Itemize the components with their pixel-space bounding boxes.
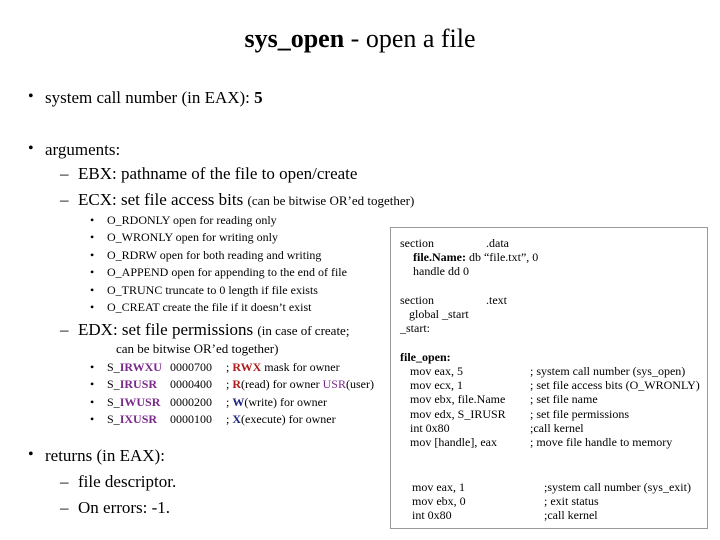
flag-bullets <box>90 212 94 316</box>
permission-comment: ; W(write) for owner <box>226 394 327 409</box>
code-line: mov ebx, 0 <box>412 494 466 509</box>
bullet-icon: • <box>90 282 95 297</box>
code-line: int 0x80 <box>410 420 450 435</box>
ebx-argument: EBX: pathname of the file to open/create <box>78 164 358 183</box>
edx-argument <box>78 320 349 340</box>
edx-argument-note: (in case of create; <box>257 323 350 338</box>
section-name: .data <box>486 236 509 250</box>
filename-definition: db “file.txt”, 0 <box>465 250 539 264</box>
return-value: file descriptor. <box>78 472 177 491</box>
ecx-argument-main: ECX: set file access bits <box>78 190 248 209</box>
permission-value: 0000100 <box>170 412 212 427</box>
bullet-icon: • <box>28 140 34 157</box>
bullet-icon: • <box>90 213 95 227</box>
perm-bullets <box>90 359 94 429</box>
filename-line <box>413 250 538 264</box>
code-comment: ;call kernel <box>530 420 584 435</box>
code-comment: ; exit status <box>544 494 599 509</box>
bullet-icon: • <box>90 360 95 374</box>
flag-item: O_CREAT create the file if it doesn’t exist <box>107 300 312 315</box>
bullet-icon: • <box>28 88 34 105</box>
file-open-label: file_open: <box>400 350 451 364</box>
handle-line: handle dd 0 <box>413 264 469 278</box>
section-keyword: section <box>400 293 434 307</box>
bullet-icon: • <box>90 300 95 315</box>
flag-item: O_WRONLY open for writing only <box>107 230 278 245</box>
flag-item: O_TRUNC truncate to 0 length if file exists <box>107 282 318 297</box>
code-comment: ; set file name <box>530 392 598 407</box>
permission-comments <box>226 359 374 429</box>
code-line: mov ecx, 1 <box>410 378 463 393</box>
edx-argument-main: EDX: set file permissions <box>78 320 258 339</box>
ecx-argument <box>78 190 414 210</box>
edx-argument-note-continued: can be bitwise OR’ed together) <box>116 341 279 356</box>
permission-comment: ; R(read) for owner USR(user) <box>226 377 374 392</box>
code-comment: ;system call number (sys_exit) <box>544 480 691 494</box>
permission-value: 0000700 <box>170 360 212 374</box>
arguments-label: arguments: <box>45 140 121 159</box>
data-section-line <box>400 236 509 250</box>
dash-icon: – <box>60 472 69 491</box>
section-name: .text <box>486 293 507 307</box>
access-flags-list <box>107 212 347 316</box>
code-comments <box>530 364 700 449</box>
code-line: mov ebx, file.Name <box>410 392 506 407</box>
exit-comments <box>544 480 691 523</box>
syscall-number-value: 5 <box>254 88 263 107</box>
text-section-line <box>400 293 507 307</box>
code-line: mov eax, 5 <box>410 364 463 378</box>
bullet-icon: • <box>90 394 95 409</box>
global-line: global _start <box>409 307 469 321</box>
code-comment: ; system call number (sys_open) <box>530 364 686 378</box>
permission-values <box>170 359 212 429</box>
permission-names <box>107 359 162 429</box>
filename-label: file.Name: <box>413 250 466 264</box>
bullet-icon: • <box>90 230 95 245</box>
ecx-argument-note: (can be bitwise OR’ed together) <box>247 193 415 208</box>
code-comment: ;call kernel <box>544 508 598 523</box>
permission-name: S_IRUSR <box>107 377 158 392</box>
bullet-icon: • <box>90 412 95 427</box>
slide-title <box>0 24 720 54</box>
syscall-number-label: system call number (in EAX): <box>45 88 255 107</box>
returns-label: returns (in EAX): <box>45 446 165 465</box>
flag-item: O_RDRW open for both reading and writing <box>107 247 322 262</box>
bullet-icon: • <box>28 446 34 463</box>
title-function: sys_open <box>244 24 345 53</box>
dash-icon: – <box>60 190 69 209</box>
bullet-icon: • <box>90 377 95 392</box>
dash-icon: – <box>60 498 69 517</box>
flag-item: O_RDONLY open for reading only <box>107 213 277 227</box>
code-line: mov edx, S_IRUSR <box>410 406 506 421</box>
return-error: On errors: -1. <box>78 498 171 517</box>
permission-name: S_IRWXU <box>107 360 162 374</box>
code-comment: ; move file handle to memory <box>530 435 673 450</box>
start-label: _start: <box>400 321 430 335</box>
code-line: mov eax, 1 <box>412 480 465 494</box>
bullet-icon: • <box>90 265 95 280</box>
permission-name: S_IWUSR <box>107 394 161 409</box>
code-line: int 0x80 <box>412 508 452 523</box>
code-comment: ; set file permissions <box>530 406 629 421</box>
permission-value: 0000200 <box>170 394 212 409</box>
section-keyword: section <box>400 236 434 250</box>
syscall-number-item <box>45 88 263 108</box>
code-comment: ; set file access bits (O_WRONLY) <box>530 378 700 393</box>
dash-icon: – <box>60 164 69 183</box>
permission-name: S_IXUSR <box>107 412 158 427</box>
code-line: mov [handle], eax <box>410 435 497 450</box>
title-description: - open a file <box>344 24 476 53</box>
code-instructions <box>410 364 506 449</box>
permission-comment: ; RWX mask for owner <box>226 360 340 374</box>
permission-comment: ; X(execute) for owner <box>226 412 336 427</box>
dash-icon: – <box>60 320 69 339</box>
permission-value: 0000400 <box>170 377 212 392</box>
exit-instructions <box>412 480 466 523</box>
flag-item: O_APPEND open for appending to the end of file <box>107 265 347 280</box>
bullet-icon: • <box>90 247 95 262</box>
